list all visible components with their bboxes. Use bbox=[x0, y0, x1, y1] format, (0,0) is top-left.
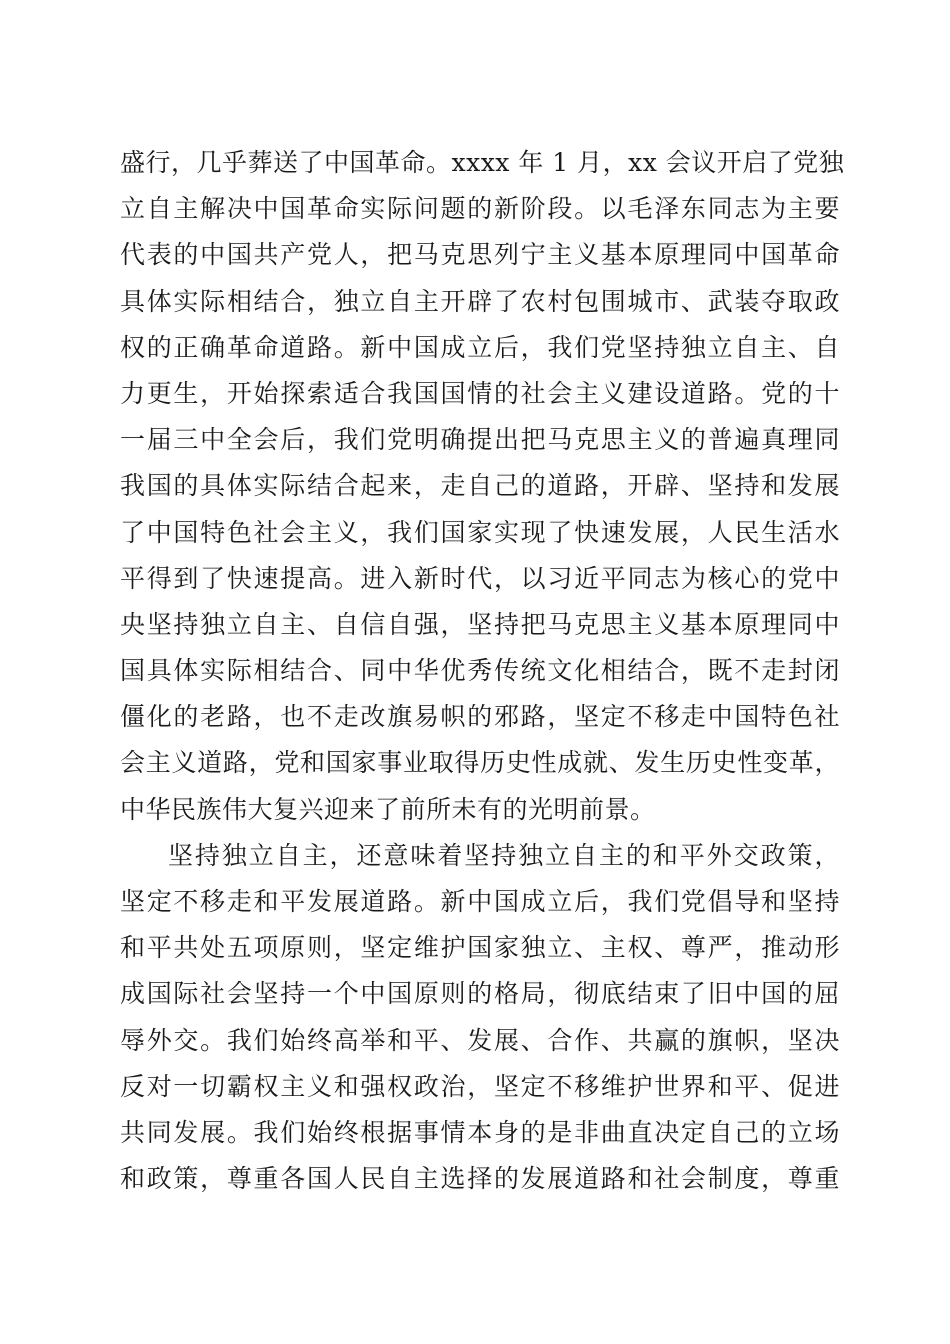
text-line: 和政策，尊重各国人民自主选择的发展道路和社会制度，尊重 bbox=[120, 1164, 840, 1194]
text-line: 央坚持独立自主、自信自强，坚持把马克思主义基本原理同中 bbox=[120, 609, 840, 639]
text-line: 权的正确革命道路。新中国成立后，我们党坚持独立自主、自 bbox=[120, 332, 840, 362]
text-line: 会主义道路，党和国家事业取得历史性成就、发生历史性变革， bbox=[120, 748, 840, 778]
text-line: 代表的中国共产党人，把马克思列宁主义基本原理同中国革命 bbox=[120, 240, 840, 270]
body-text bbox=[120, 140, 845, 1202]
text-line: 成国际社会坚持一个中国原则的格局，彻底结束了旧中国的屈 bbox=[120, 979, 840, 1009]
paragraph-end-line: 中华民族伟大复兴迎来了前所未有的光明前景。 bbox=[120, 794, 656, 824]
text-line: 平得到了快速提高。进入新时代，以习近平同志为核心的党中 bbox=[120, 563, 840, 593]
text-line: 坚定不移走和平发展道路。新中国成立后，我们党倡导和坚持 bbox=[120, 887, 840, 916]
text-line: 辱外交。我们始终高举和平、发展、合作、共赢的旗帜，坚决 bbox=[120, 1025, 840, 1055]
text-line: 盛行，几乎葬送了中国革命。xxxx 年 1 月，xx 会议开启了党独 bbox=[120, 148, 845, 177]
text-line: 和平共处五项原则，坚定维护国家独立、主权、尊严，推动形 bbox=[120, 933, 840, 963]
text-line: 一届三中全会后，我们党明确提出把马克思主义的普遍真理同 bbox=[120, 425, 840, 455]
text-line: 了中国特色社会主义，我们国家实现了快速发展，人民生活水 bbox=[120, 517, 840, 547]
paragraph-start-line: 坚持独立自主，还意味着坚持独立自主的和平外交政策， bbox=[168, 840, 840, 870]
text-line: 共同发展。我们始终根据事情本身的是非曲直决定自己的立场 bbox=[120, 1117, 840, 1147]
text-line: 国具体实际相结合、同中华优秀传统文化相结合，既不走封闭 bbox=[120, 656, 840, 686]
text-line: 具体实际相结合，独立自主开辟了农村包围城市、武装夺取政 bbox=[120, 286, 840, 316]
text-line: 立自主解决中国革命实际问题的新阶段。以毛泽东同志为主要 bbox=[120, 194, 840, 224]
text-line: 我国的具体实际结合起来，走自己的道路，开辟、坚持和发展 bbox=[120, 471, 840, 501]
text-line: 僵化的老路，也不走改旗易帜的邪路，坚定不移走中国特色社 bbox=[120, 702, 840, 732]
text-line: 力更生，开始探索适合我国国情的社会主义建设道路。党的十 bbox=[120, 378, 840, 408]
text-line: 反对一切霸权主义和强权政治，坚定不移维护世界和平、促进 bbox=[120, 1071, 840, 1101]
